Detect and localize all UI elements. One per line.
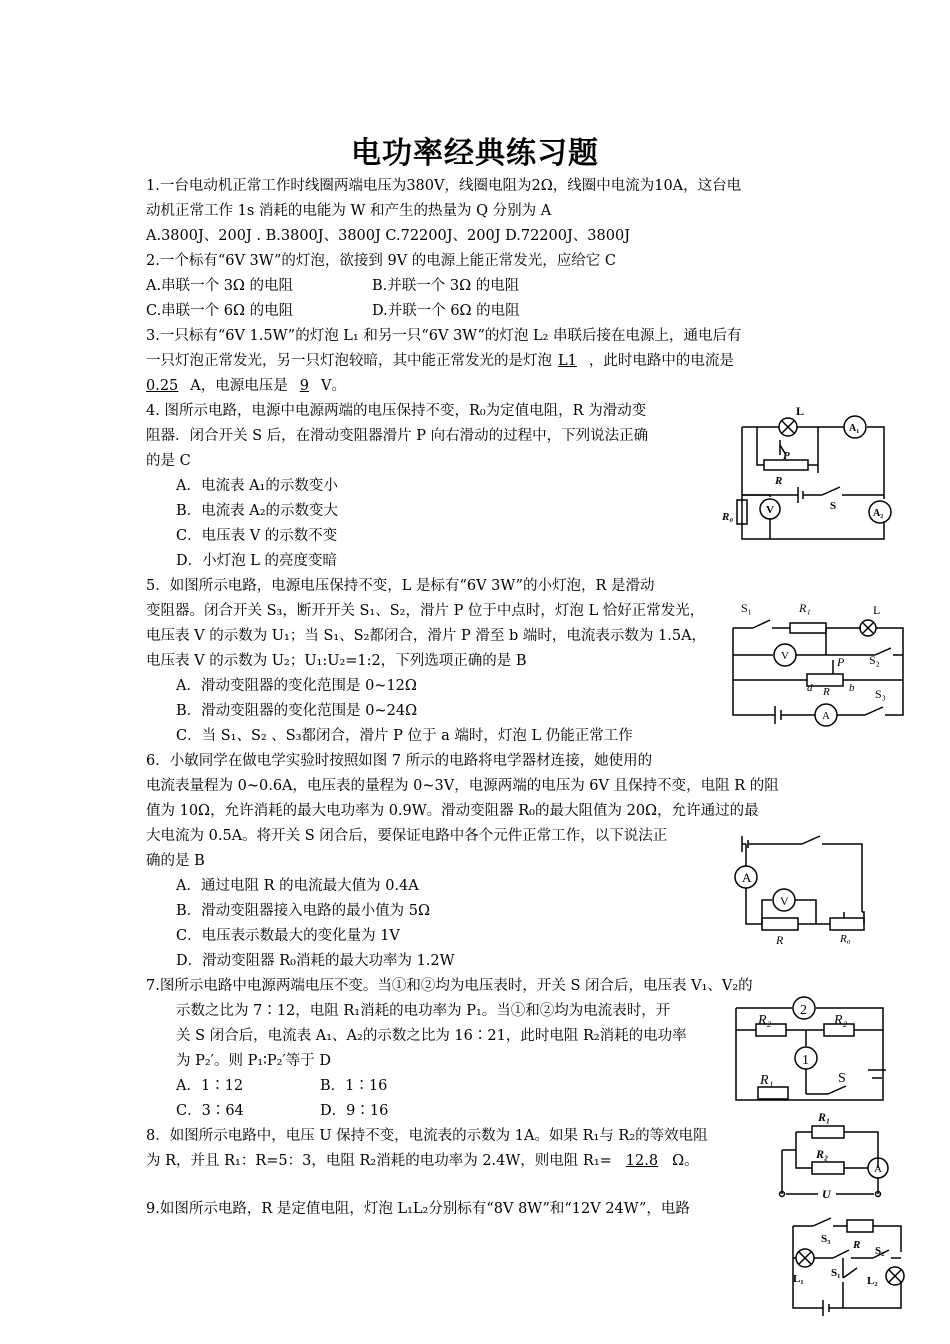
q5-line1: 5．如图所示电路，电源电压保持不变，L 是标有“6V 3W”的小灯泡，R 是滑动: [146, 578, 655, 594]
q4-option-a: A．电流表 A₁的示数变小: [176, 478, 338, 494]
fig9-label-s1: S₁: [831, 1267, 841, 1279]
q2-option-c: C.串联一个 6Ω 的电阻: [146, 303, 294, 319]
q7-line1: 7.图所示电路中电源两端电压不变。当①和②均为电压表时，开关 S 闭合后，电压表 V₁、V₂的: [146, 978, 753, 994]
fig7-label-1: 1: [802, 1053, 809, 1068]
q2-stem: 2.一个标有“6V 3W”的灯泡，欲接到 9V 的电源上能正常发光，应给它 C: [146, 253, 616, 269]
q6-line1: 6．小敏同学在做电学实验时按照如图 7 所示的电路将电学器材连接，她使用的: [146, 753, 653, 769]
q8-answer: 12.8: [625, 1153, 659, 1169]
q3-line2: 一只灯泡正常发光，另一只灯泡较暗，其中能正常发光的是灯泡 L1 ，此时电路中的电流是: [146, 353, 734, 369]
fig6-label-v: V: [780, 894, 789, 908]
fig6-label-r0: R₀: [840, 933, 851, 945]
fig4-label-a2: A₂: [873, 508, 884, 519]
q5-option-a: A．滑动变阻器的变化范围是 0~12Ω: [176, 678, 417, 694]
q7-line3: 关 S 闭合后，电流表 A₁、A₂的示数之比为 16∶21，此时电阻 R₂消耗的电功率: [176, 1028, 687, 1044]
q5-option-b: B．滑动变阻器的变化范围是 0~24Ω: [176, 703, 418, 719]
q6-option-b: B．滑动变阻器接入电路的最小值为 5Ω: [176, 903, 431, 919]
q5-line4: 电压表 V 的示数为 U₂；U₁:U₂=1:2，下列选项正确的是 B: [146, 653, 527, 669]
fig9-label-l2: L₂: [867, 1275, 878, 1287]
resistor-r-icon: [762, 918, 798, 930]
q6-option-a: A．通过电阻 R 的电流最大值为 0.4A: [176, 878, 419, 894]
q7-line4: 为 P₂′。则 P₁∶P₂′等于 D: [176, 1053, 332, 1069]
fig5-label-p: P: [837, 655, 845, 669]
q1-options: A.3800J、200J . B.3800J、3800J C.72200J、200J D.72200J、3800J: [146, 228, 631, 244]
resistor-r1-icon: [790, 623, 826, 633]
q1-line2: 动机正常工作 1s 消耗的电能为 W 和产生的热量为 Q 分别为 A: [146, 203, 552, 219]
fig5-label-d: d: [807, 682, 813, 694]
fig5-label-s1: S₁: [741, 601, 752, 615]
resistor-r2-icon: [812, 1162, 844, 1174]
fig4-label-r0: R₀: [722, 511, 734, 523]
q6-circuit-diagram: [732, 832, 872, 947]
fig9-label-s2: S₂: [875, 1245, 885, 1257]
q3-answer-voltage: 9: [299, 378, 310, 394]
fig5-label-b: b: [849, 682, 855, 694]
q4-option-c: C．电压表 V 的示数不变: [176, 528, 338, 544]
q9-line1: 9.如图所示电路，R 是定值电阻，灯泡 L₁L₂分别标有“8V 8W”和“12V 24W”，电路: [146, 1201, 690, 1217]
q7-option-b: B．1∶16: [320, 1078, 388, 1094]
q4-line1: 4. 图所示电路，电源中电源两端的电压保持不变，R₀为定值电阻，R 为滑动变: [146, 403, 647, 419]
q4-option-b: B．电流表 A₂的示数变大: [176, 503, 339, 519]
fig4-label-r: R: [775, 475, 783, 487]
q9-circuit-diagram: [783, 1212, 913, 1312]
q8-line1: 8．如图所示电路中，电压 U 保持不变，电流表的示数为 1A。如果 R₁与 R₂的等效电阻: [146, 1128, 708, 1144]
fig5-label-s3: S₃: [875, 687, 886, 701]
q4-option-d: D．小灯泡 L 的亮度变暗: [176, 553, 337, 569]
fig4-label-s: S: [830, 500, 837, 512]
q7-option-d: D．9∶16: [320, 1103, 389, 1119]
q7-line2: 示数之比为 7∶12，电阻 R₁消耗的电功率为 P₁。当①和②均为电流表时，开: [176, 1003, 671, 1019]
q2-option-a: A.串联一个 3Ω 的电阻: [146, 278, 294, 294]
q8-circuit-diagram: [772, 1108, 894, 1204]
fig8-label-r2: R₂: [816, 1147, 829, 1161]
q3-answer-current: 0.25: [146, 378, 179, 394]
fig8-label-a: A: [874, 1163, 882, 1175]
page-title: 电功率经典练习题: [351, 136, 599, 171]
fig7-label-r2a: R₂: [758, 1013, 772, 1028]
fig4-label-p: P: [783, 450, 790, 462]
fig5-label-v: V: [781, 650, 789, 662]
q5-line2: 变阻器。闭合开关 S₃，断开开关 S₁、S₂，滑片 P 位于中点时，灯泡 L 恰好正常发光，: [146, 603, 705, 619]
fig7-label-2: 2: [800, 1003, 807, 1018]
q6-option-c: C．电压表示数最大的变化量为 1V: [176, 928, 400, 944]
q4-line2: 阻器．闭合开关 S 后，在滑动变阻器滑片 P 向右滑动的过程中，下列说法正确: [146, 428, 649, 444]
q5-line3: 电压表 V 的示数为 U₁；当 S₁、S₂都闭合，滑片 P 滑至 b 端时，电流表示数为 1.5A，: [146, 628, 707, 644]
fig7-label-r1: R₁: [760, 1073, 774, 1088]
q1-line1: 1.一台电动机正常工作时线圈两端电压为380V，线圈电阻为2Ω，线圈中电流为10A，这台电: [146, 178, 742, 194]
fig8-label-r1: R₁: [818, 1110, 831, 1124]
q6-line3: 值为 10Ω，允许消耗的最大电功率为 0.9W。滑动变阻器 R₀的最大阻值为 20Ω，允许通过的最: [146, 803, 759, 819]
fig9-label-s3: S₃: [821, 1233, 831, 1245]
resistor-r1-icon: [812, 1126, 844, 1138]
resistor-r-icon: [847, 1220, 873, 1232]
q4-circuit-diagram: [722, 405, 892, 545]
fig5-label-s2: S₂: [869, 653, 880, 667]
fig6-label-a: A: [742, 870, 752, 885]
fig6-label-r: R: [776, 933, 784, 947]
q5-option-c: C．当 S₁、S₂ 、S₃都闭合，滑片 P 位于 a 端时，灯泡 L 仍能正常工作: [176, 728, 633, 744]
q6-line2: 电流表量程为 0~0.6A，电压表的量程为 0~3V，电源两端的电压为 6V 且保持不变，电阻 R 的阻: [146, 778, 779, 794]
fig8-label-u: U: [822, 1187, 831, 1201]
fig4-label-a1: A₁: [849, 423, 860, 434]
q6-option-d: D．滑动变阻器 R₀消耗的最大功率为 1.2W: [176, 953, 455, 969]
q3-line1: 3.一只标有“6V 1.5W”的灯泡 L₁ 和另一只“6V 3W”的灯泡 L₂ 串联后接在电源上，通电后有: [146, 328, 742, 344]
q2-option-b: B.并联一个 3Ω 的电阻: [372, 278, 520, 294]
fig4-label-l: L: [796, 404, 805, 418]
fig5-label-a: A: [822, 710, 830, 722]
fig7-label-s: S: [838, 1071, 846, 1086]
q5-circuit-diagram: [725, 598, 910, 720]
resistor-r1-icon: [758, 1087, 788, 1099]
fig5-label-l: L: [873, 603, 881, 617]
q7-option-c: C．3∶64: [176, 1103, 244, 1119]
q6-line4: 大电流为 0.5A。将开关 S 闭合后，要保证电路中各个元件正常工作，以下说法正: [146, 828, 668, 844]
fig4-label-v: V: [766, 504, 774, 516]
fig5-label-r1: R₁: [799, 601, 811, 615]
q2-option-d: D.并联一个 6Ω 的电阻: [372, 303, 520, 319]
q7-option-a: A．1∶12: [176, 1078, 244, 1094]
fig9-label-l1: L₁: [793, 1273, 804, 1285]
q6-line5: 确的是 B: [146, 853, 205, 869]
q3-answer-lamp: L1: [558, 353, 577, 369]
rheostat-r0-icon: [830, 918, 864, 930]
q7-circuit-diagram: [728, 994, 893, 1106]
fig7-label-r2b: R₂: [834, 1013, 848, 1028]
fig5-label-r: R: [823, 686, 830, 698]
fig9-label-r: R: [853, 1239, 861, 1251]
q4-line3: 的是 C: [146, 453, 191, 469]
q3-line3: 0.25 A，电源电压是 9 V。: [146, 378, 346, 394]
q8-line2: 为 R，并且 R₁：R=5：3，电阻 R₂消耗的电功率为 2.4W，则电阻 R₁= 12.8 Ω。: [146, 1153, 699, 1169]
